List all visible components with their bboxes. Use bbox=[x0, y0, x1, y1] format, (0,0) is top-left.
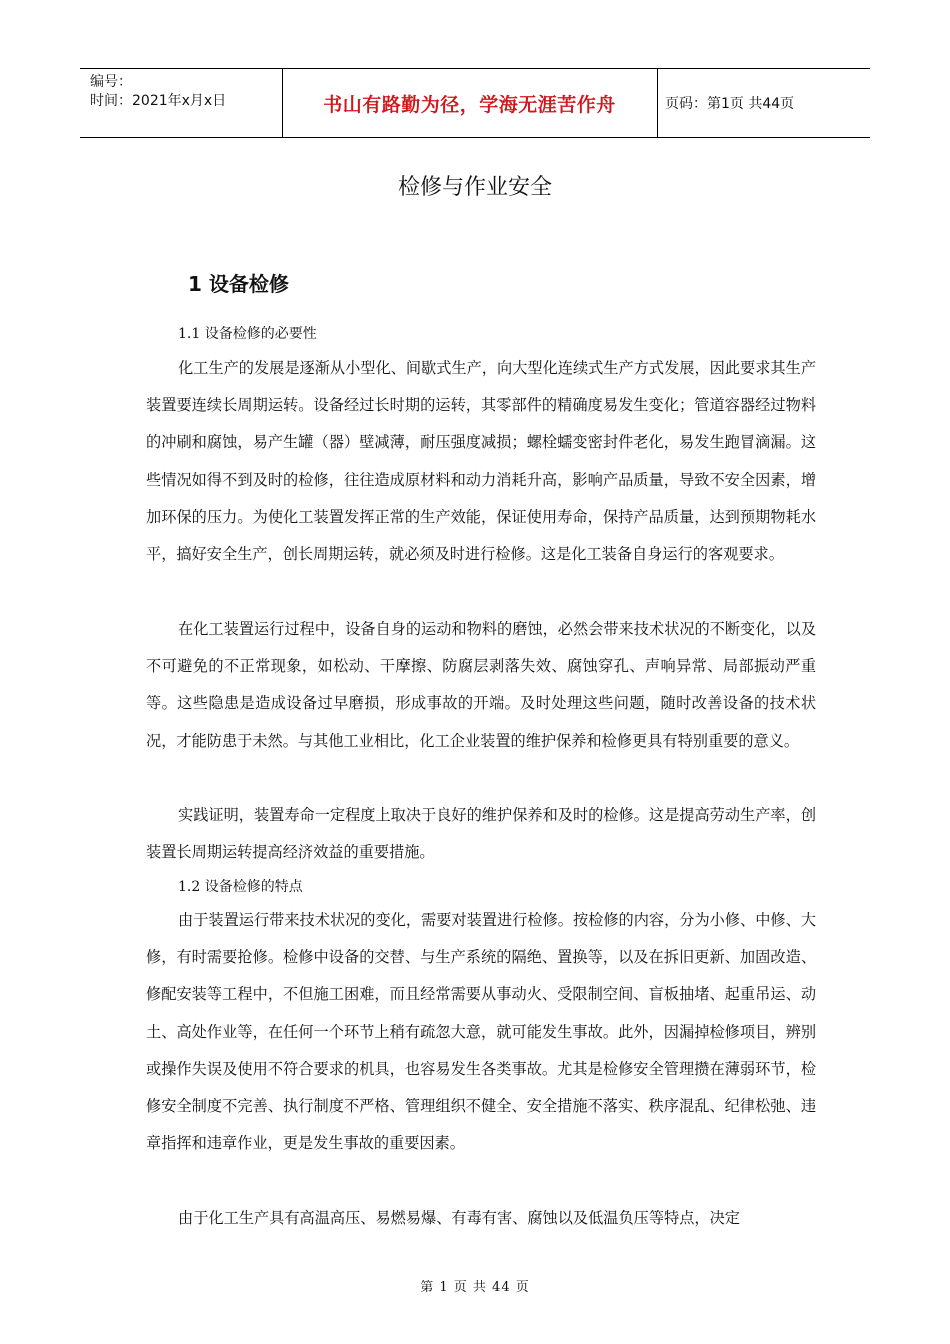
paragraph: 实践证明，装置寿命一定程度上取决于良好的维护保养和及时的检修。这是提高劳动生产率，创装置长周期运转提高经济效益的重要措施。 bbox=[146, 806, 816, 862]
page-footer: 第 1 页 共 44 页 bbox=[420, 1280, 530, 1295]
subsection-heading: 1.1 设备检修的必要性 bbox=[178, 326, 317, 342]
header-motto: 书山有路勤为径，学海无涯苦作舟 bbox=[323, 93, 616, 116]
paragraph: 化工生产的发展是逐渐从小型化、间歇式生产，向大型化连续式生产方式发展，因此要求其生产装置要连续长周期运转。设备经过长时期的运转，其零部件的精确度易发生变化；管道容器经过物料的冲刷和腐蚀，易产生罐（器）壁减薄，耐压强度减损；螺栓蠕变密封件老化，易发生跑冒滴漏。这些情况如得不到及时的检修，往往造成原材料和动力消耗升高，影响产品质量，导致不安全因素，增加环保的压力。为使化工装置发挥正常的生产效能，保证使用寿命，保持产品质量，达到预期物耗水平，搞好安全生产，创长周期运转，就必须及时进行检修。这是化工装备自身运行的客观要求。 bbox=[146, 359, 816, 564]
subsection-heading: 1.2 设备检修的特点 bbox=[178, 879, 303, 895]
paragraph: 由于装置运行带来技术状况的变化，需要对装置进行检修。按检修的内容，分为小修、中修、大修，有时需要抢修。检修中设备的交替、与生产系统的隔绝、置换等，以及在拆旧更新、加固改造、修配安装等工程中，不但施工困难，而且经常需要从事动火、受限制空间、盲板抽堵、起重吊运、动土、高处作业等，在任何一个环节上稍有疏忽大意，就可能发生事故。此外，因漏掉检修项目，辨别或操作失误及使用不符合要求的机具，也容易发生各类事故。尤其是检修安全管理攒在薄弱环节，检修安全制度不完善、执行制度不严格、管理组织不健全、安全措施不落实、秩序混乱、纪律松弛、违章指挥和违章作业，更是发生事故的重要因素。 bbox=[146, 911, 816, 1153]
header-divider bbox=[657, 69, 658, 137]
number-label: 编号： bbox=[90, 74, 132, 90]
time-label: 时间：2021年x月x日 bbox=[90, 93, 227, 109]
paragraph: 在化工装置运行过程中，设备自身的运动和物料的磨蚀，必然会带来技术状况的不断变化，以及不可避免的不正常现象，如松动、干摩擦、防腐层剥落失效、腐蚀穿孔、声响异常、局部振动严重等。这些隐患是造成设备过早磨损，形成事故的开端。及时处理这些问题，随时改善设备的技术状况，才能防患于未然。与其他工业相比，化工企业装置的维护保养和检修更具有特别重要的意义。 bbox=[146, 620, 816, 750]
document-title: 检修与作业安全 bbox=[397, 175, 552, 200]
document-header bbox=[80, 68, 870, 138]
header-page-info: 页码：第1页 共44页 bbox=[665, 96, 795, 112]
paragraph: 由于化工生产具有高温高压、易燃易爆、有毒有害、腐蚀以及低温负压等特点，决定 bbox=[178, 1209, 740, 1227]
section-heading: 1 设备检修 bbox=[188, 272, 289, 296]
header-meta bbox=[90, 73, 280, 111]
